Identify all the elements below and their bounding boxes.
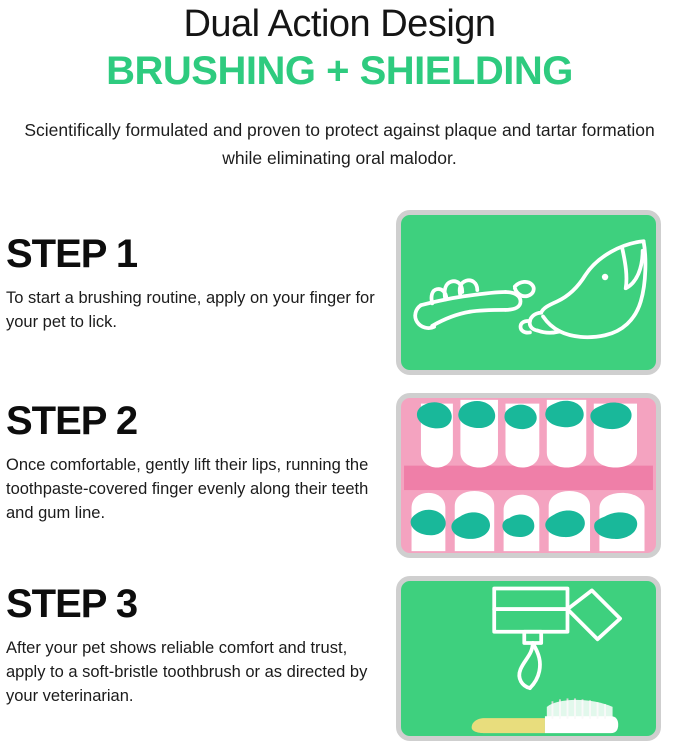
step-illustration-card <box>396 210 661 375</box>
step-illustration-card <box>396 576 661 741</box>
step-body: After your pet shows reliable comfort and trust, apply to a soft-bristle toothbrush or as directed by your veterinarian. <box>6 639 368 705</box>
step-body: Once comfortable, gently lift their lips, running the toothpaste-covered finger evenly along their teeth and gum line. <box>6 456 369 522</box>
step-row <box>6 393 673 558</box>
step-text <box>6 210 396 334</box>
step-heading: STEP 1 <box>6 232 138 276</box>
step-row <box>6 210 673 375</box>
step-heading: STEP 2 <box>6 399 138 443</box>
page-title-line1: Dual Action Design <box>183 3 496 45</box>
step-illustration-card <box>396 393 661 558</box>
toothbrush-with-paste-icon <box>401 581 656 736</box>
teeth-and-gums-icon <box>401 398 656 553</box>
dog-licking-finger-icon <box>401 215 656 370</box>
page-subtitle: Scientifically formulated and proven to protect against plaque and tartar formation while eliminating oral malodor. <box>24 120 655 168</box>
page-title-line2: BRUSHING + SHIELDING <box>106 49 573 93</box>
step-body: To start a brushing routine, apply on your finger for your pet to lick. <box>6 289 375 331</box>
step-text <box>6 576 396 708</box>
step-row <box>6 576 673 741</box>
step-heading: STEP 3 <box>6 582 138 626</box>
header <box>0 0 679 172</box>
step-text <box>6 393 396 525</box>
steps-section <box>0 210 679 741</box>
